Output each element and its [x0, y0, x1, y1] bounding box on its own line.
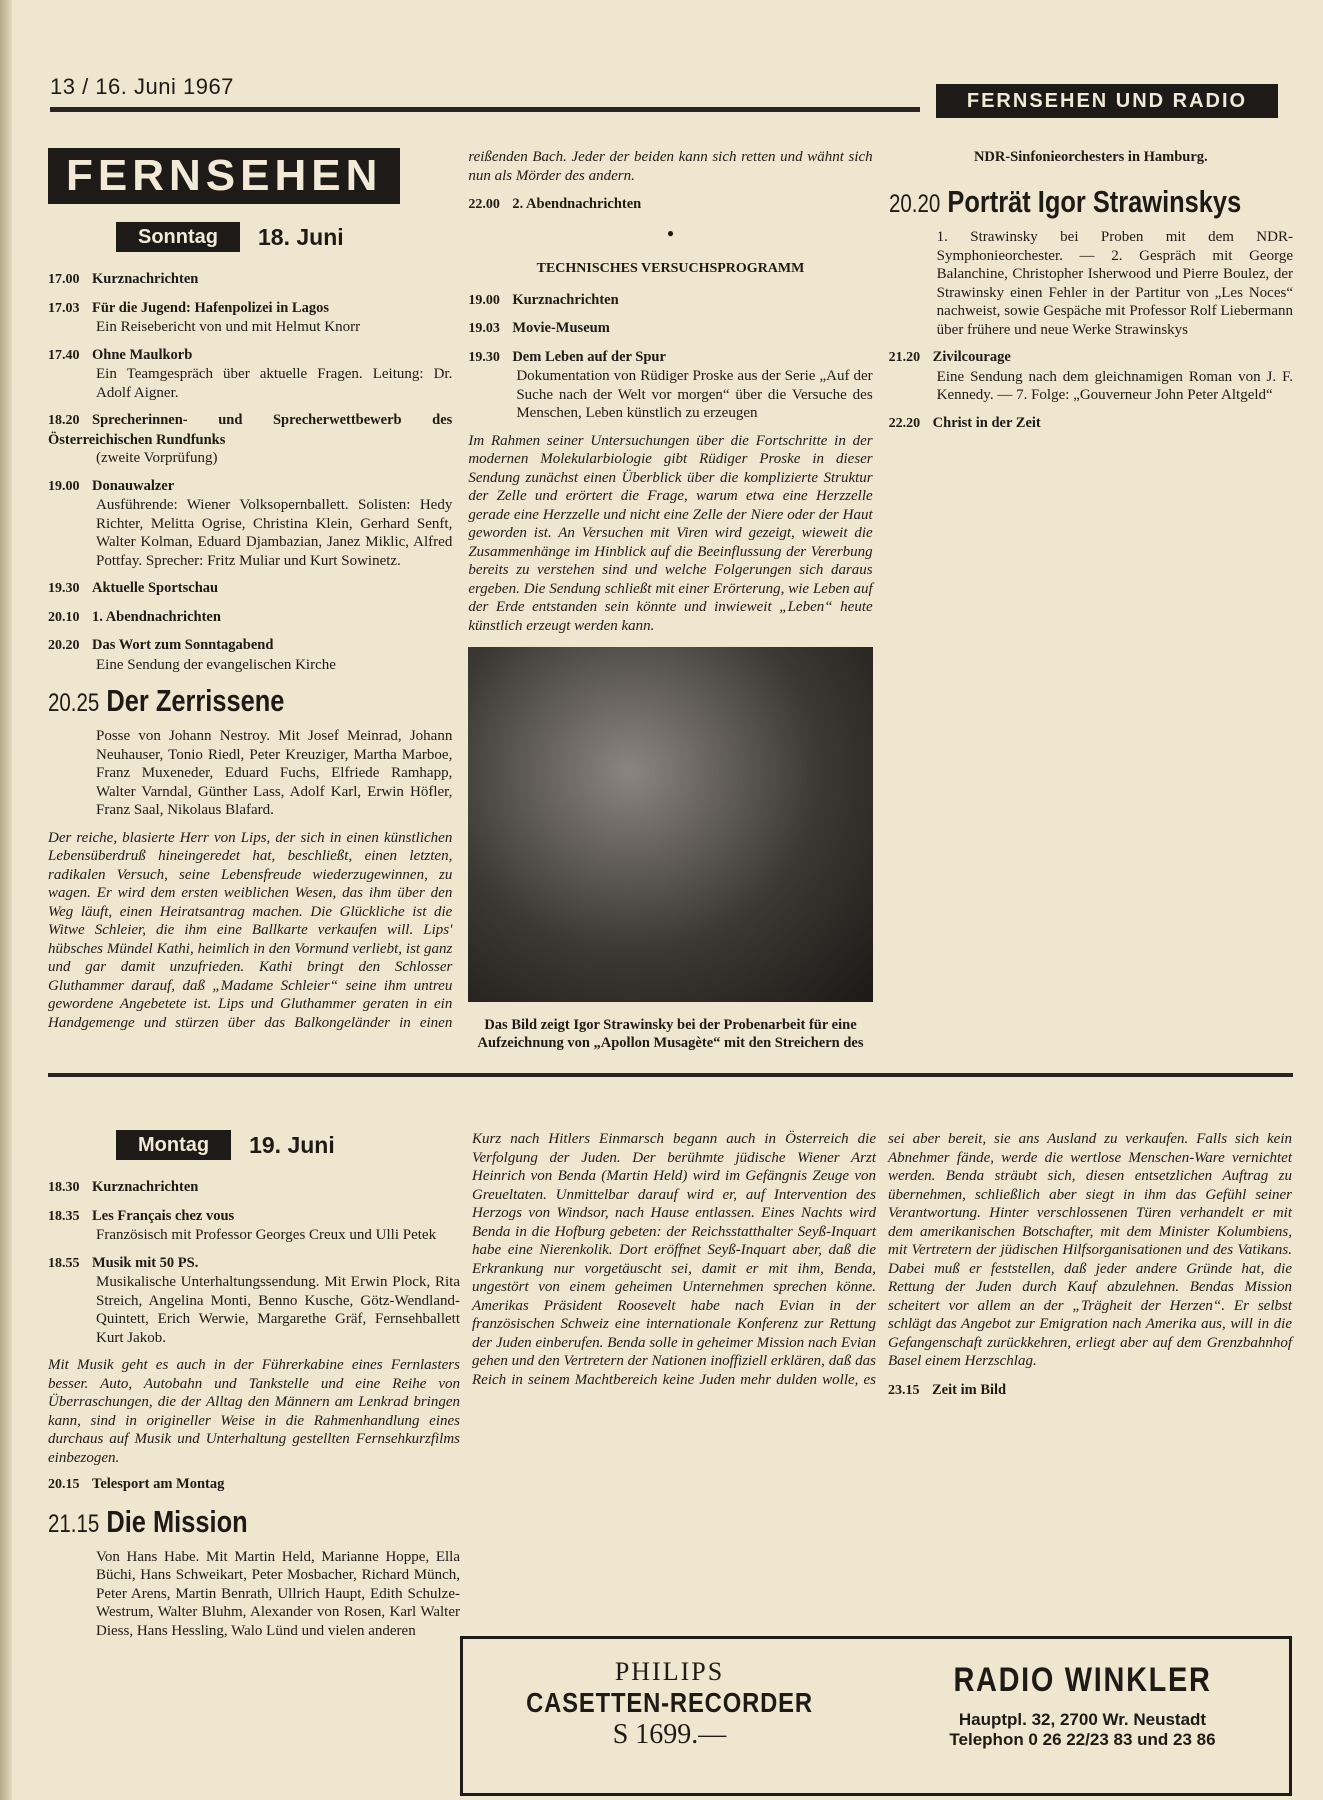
program-description: Ausführende: Wiener Volksopernballett. Solisten: Hedy Richter, Melitta Ogrise, Christina Klein, Gerhard Senft, Walter Kolman, Eduard Djambazian, Janez Miklic, Alfred Pottfay. Sprecher: Fritz Muliar und Kurt Sowinetz. [96, 497, 453, 569]
program-item: 20.15 Telesport am Montag [48, 1476, 225, 1492]
header-rule [50, 107, 920, 112]
photo-caption: Das Bild zeigt Igor Strawinsky bei der Probenarbeit für eine Aufzeichnung von „Apollon Musagète“ mit den Streichern des NDR-Sinfonieorchesters in Hamburg. [477, 149, 1208, 1051]
philips-ad: PHILIPS CASETTEN-RECORDER S 1699.— [526, 1657, 813, 1750]
program-time: 18.35 [48, 1208, 80, 1224]
feature-description: Von Hans Habe. Mit Martin Held, Marianne Hoppe, Ella Büchi, Hans Schweikart, Peter Mosbacher, Richard Münch, Peter Arens, Martin Benrath, Ullrich Haupt, Edith Schulze-Westrum, Walter Bluhm, Alexander von Rosen, Karl Walter Diess, Hans Hessling, Walo Lünd und vielen anderen [96, 1548, 460, 1639]
program-title: Ohne Maulkorb [92, 346, 193, 363]
program-title: Kurznachrichten [512, 291, 619, 308]
page-date: 13 / 16. Juni 1967 [50, 74, 234, 99]
feature-description: 1. Strawinsky bei Proben mit dem NDR-Symphonieorchester. — 2. Gespräch mit George Balanchine, Christopher Isherwood und Pierre Boulez, der Strawinsky einen Fehler in der Partitur von „Les Noces“ nachweist, sowie Gespäche mit Professor Rolf Liebermann über frühere und neue Werke Strawinskys [936, 229, 1293, 338]
music-synopsis: Mit Musik geht es auch in der Führerkabine eines Fernlasters besser. Auto, Autobahn und Tankstelle und eine Reihe von Überraschungen, die der Alltag den Männern am Lenkrad bringen kann, sind in origineller Weise in die Rahmenhandlung eines durchaus auf Musik und Unterhaltung gestellten Fernsehkurzfilms einbezogen. [48, 1357, 460, 1466]
program-time: 21.20 [888, 350, 921, 365]
program-item [48, 1254, 460, 1348]
program-title: Musik mit 50 PS. [92, 1254, 199, 1271]
program-item [889, 348, 1293, 405]
program-description: Dokumentation von Rüdiger Proske aus der Serie „Auf der Suche nach der Welt vor morgen“ über die Versuche des Menschen, Leben künstlich zu erzeugen [516, 368, 873, 421]
program-title: Dem Leben auf der Spur [512, 348, 666, 365]
day-date: 19. Juni [249, 1131, 335, 1158]
program-title: 1. Abendnachrichten [92, 608, 221, 625]
program-title: Movie-Museum [512, 320, 610, 336]
program-item [468, 319, 872, 339]
program-title: Zivilcourage [932, 349, 1011, 365]
day-label: Sonntag [116, 222, 240, 252]
program-item [48, 636, 452, 674]
program-item [48, 270, 452, 290]
page-edge [0, 0, 12, 1800]
section-title: FERNSEHEN UND RADIO [936, 84, 1278, 118]
section-separator [48, 1073, 1293, 1077]
program-item [468, 348, 872, 423]
program-description: Eine Sendung der evangelischen Kirche [96, 656, 336, 673]
monday-column-1 [48, 1112, 460, 1640]
advertisement [460, 1636, 1292, 1796]
program-item [48, 477, 452, 571]
program-time: 19.30 [48, 581, 80, 596]
program-item [48, 579, 452, 599]
program-description: (zweite Vorprüfung) [96, 450, 218, 466]
program-item [48, 608, 452, 628]
tech-synopsis: Im Rahmen seiner Untersuchungen über die Fortschritte in der modernen Molekularbiologie gibt Rüdiger Proske in dieser Sendung zunächst einen Überblick über die komplizierte Struktur der Zelle und erörtert die Frage, warum etwa eine Herzzelle gerade eine Herzzelle und nicht eine Zelle der Niere oder der Haut geworden ist. An Versuchen mit Viren wird gezeigt, wieweit die Zusammenhänge im Hinblick auf die Beeinflussung der Vererbung bereits zu verstehen sind und welche Folgerungen sich daraus ergeben. Die Sendung schließt mit einer Erörterung, wie Leben auf der Erde entstanden sein könnte und inwieweit „Leben“ heute künstlich erzeugt werden kann. [468, 432, 873, 634]
feature-heading: 20.25 Der Zerrissene [48, 683, 285, 718]
day-date: 18. Juni [258, 223, 344, 250]
program-description: Musikalische Unterhaltungssendung. Mit Erwin Plock, Rita Streich, Angelina Monti, Benno Kusche, Götz-Wendland-Quintett, Erich Werwie, Margarethe Gräf, Fernsehballett Kurt Jakob. [96, 1274, 460, 1346]
feature-heading: 21.15 Die Mission [48, 1503, 248, 1539]
program-title: Für die Jugend: Hafenpolizei in Lagos [92, 299, 329, 316]
program-item [889, 414, 1293, 434]
program-time: 19.03 [468, 321, 500, 336]
program-time: 17.03 [48, 300, 80, 316]
monday-synopsis-columns [472, 1130, 1292, 1400]
fernsehen-title: FERNSEHEN [48, 148, 400, 204]
program-item [48, 411, 452, 468]
program-description: Eine Sendung nach dem gleichnamigen Roman von J. F. Kennedy. — 7. Folge: „Gouverneur John Peter Altgeld“ [936, 368, 1293, 403]
program-title: Les Français chez vous [92, 1207, 235, 1224]
program-item [48, 1207, 460, 1245]
program-time: 18.20 [48, 413, 80, 428]
program-title: Kurznachrichten [92, 271, 199, 287]
program-item [48, 299, 452, 337]
program-time: 22.20 [888, 415, 921, 431]
program-item [48, 1178, 460, 1198]
program-description: Ein Reisebericht von und mit Helmut Knorr [96, 319, 361, 335]
radio-winkler-ad: RADIO WINKLER Hauptpl. 32, 2700 Wr. Neustadt Telephon 0 26 22/23 83 und 23 86 [949, 1661, 1216, 1749]
strawinsky-photo [468, 647, 872, 1002]
separator-dot: ● [666, 225, 675, 240]
tech-heading: TECHNISCHES VERSUCHSPROGRAMM [536, 261, 805, 276]
program-item [48, 346, 452, 403]
feature-heading-strawinsky: 20.20 Porträt Igor Strawinskys [888, 184, 1241, 219]
program-time: 17.40 [48, 347, 80, 363]
program-title: Kurznachrichten [92, 1179, 199, 1195]
program-description: Ein Teamgespräch über aktuelle Fragen. Leitung: Dr. Adolf Aigner. [96, 366, 453, 401]
tech-program-list [468, 291, 872, 423]
program-item: 23.15 Zeit im Bild [888, 1381, 1007, 1398]
program-list [48, 1178, 460, 1347]
program-time: 19.00 [468, 292, 500, 308]
sunday-section [48, 148, 1293, 1068]
program-title: Christ in der Zeit [932, 414, 1041, 431]
program-item: 22.00 2. Abendnachrichten [468, 196, 642, 212]
day-label: Montag [116, 1130, 231, 1160]
program-title: Das Wort zum Sonntagabend [92, 637, 274, 653]
feature-synopsis: Der reiche, blasierte Herr von Lips, der sich in einen künstlichen Lebensüberdruß hineingeredet hat, beschließt, einen letzten, radikalen Versuch, seine Lebensfreude wiederzugewinnen, zu wagen. Er wird dem ersten weiblichen Wesen, das ihm über den Weg läuft, einen Heiratsantrag machen. Die Glückliche ist die Witwe Schleier, die ihm eine Ballkarte verkaufen will. Lips' hübsches Mündel Kathi, heimlich in den Vormund verliebt, ist ganz und gar damit unzufrieden. Kathi bringt den Schlosser Gluthammer darauf, daß „Madame Schleier“ seine ihm untreu gewordene Angebetete ist. Lips und Gluthammer geraten in ein Handgemenge und stürzen über das Balkongeländer in einen reißenden Bach. Jeder der beiden kann sich retten und wähnt sich nun als Mörder des andern. [48, 149, 873, 1031]
program-time: 18.55 [48, 1255, 80, 1271]
program-time: 19.30 [468, 349, 500, 365]
program-time: 20.20 [48, 638, 80, 653]
mission-synopsis: Kurz nach Hitlers Einmarsch begann auch in Österreich die Verfolgung der Juden. Der berühmte jüdische Wiener Arzt Heinrich von Benda (Martin Held) wird im Gefängnis Zeuge von Greueltaten. Unmittelbar darauf wird er, auf Intervention des Herzogs von Windsor, nach Hause entlassen. Eines Nachts wird Benda in die Hofburg gebeten: der Reichsstatthalter Seyß-Inquart habe eine Nierenkolik. Dort eröffnet Seyß-Inquart aber, daß die Erkrankung nur vorgetäuscht sei, damit er mit ihm, Benda, ungestört von einem geheimen Unternehmen sprechen könne. Amerikas Präsident Roosevelt habe nach Evian in der französischen Schweiz eine internationale Konferenz zur Rettung der Juden einberufen. Benda solle in geheimer Mission nach Evian gehen und den Vertretern der Nationen inoffiziell erklären, daß das Reich in seinem Machtbereich keine Juden mehr dulden wolle, es sei aber bereit, sie ans Ausland zu verkaufen. Falls sich kein Abnehmer fände, werde die wertlose Menschen-Ware vernichtet werden. Benda sträubt sich, diesen entsetzlichen Auftrag zu übernehmen, schließlich aber siegt in ihm das Gefühl seiner Verantwortung. Hinter verschlossenen Türen verhandelt er mit dem amerikanischen Botschafter, mit dem Minister Kolumbiens, mit Vertretern der jüdischen Hilfsorganisationen und des Vatikans. Dabei muß er feststellen, daß jeder andere Gründe hat, die Rettung der Juden durch Kauf abzulehnen. Bendas Mission scheitert vor allem an der „Trägheit der Herzen“. Er selbst schlägt das Angebot zur Emigration nach Amerika aus, will in die Gefangenschaft zurückkehren, erliegt aber auf dem Grenzbahnhof Basel einem Herzschlag. [472, 1131, 1292, 1388]
program-time: 19.00 [48, 478, 80, 494]
program-title: Sprecherinnen- und Sprecherwettbewerb des Österreichischen Rundfunks [48, 412, 453, 448]
program-list-late [889, 348, 1293, 433]
program-time: 17.00 [48, 272, 80, 287]
program-title: Aktuelle Sportschau [92, 580, 219, 596]
program-time: 18.30 [48, 1180, 80, 1195]
feature-description: Posse von Johann Nestroy. Mit Josef Meinrad, Johann Neuhauser, Tonio Riedl, Peter Kreuziger, Martha Marboe, Franz Muxeneder, Eduard Fuchs, Elfriede Ramhapp, Walter Varndal, Günther Lass, Adolf Karl, Erwin Höfler, Franz Saal, Nikolaus Blafard. [96, 728, 453, 818]
program-list [48, 270, 452, 674]
program-item [468, 291, 872, 311]
program-title: Donauwalzer [92, 477, 175, 494]
program-time: 20.10 [48, 609, 80, 625]
program-description: Französisch mit Professor Georges Creux und Ulli Petek [96, 1227, 437, 1243]
